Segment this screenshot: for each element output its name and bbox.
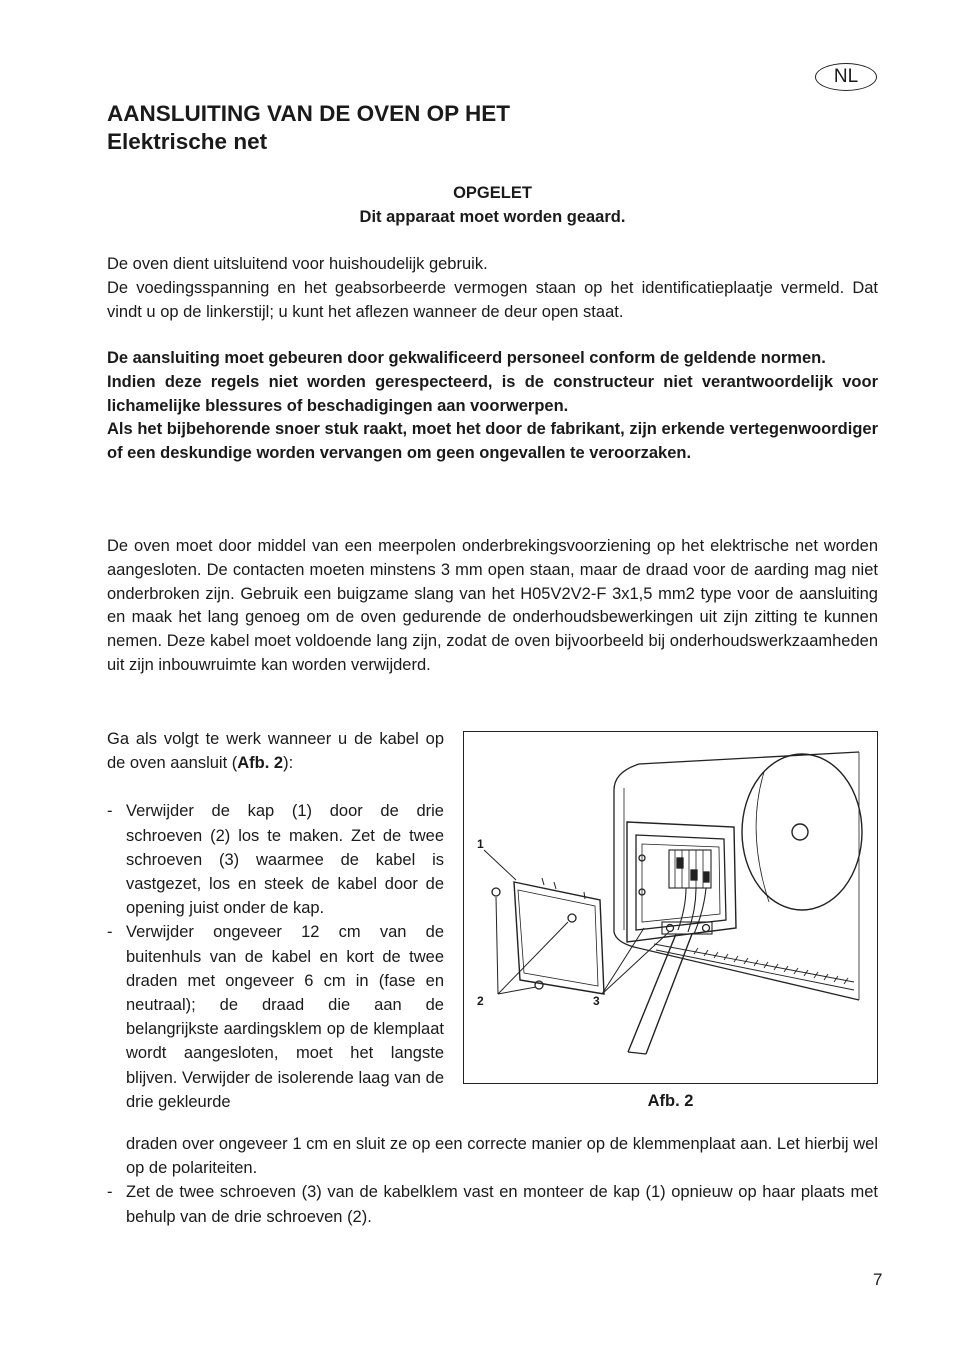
procedure-step-3 [107, 1180, 878, 1228]
step-2-text-part-1: Verwijder ongeveer 12 cm van de buitenhuls van de kabel en kort de twee draden met ongeveer 6 cm in (fase en neutraal); de draad die aan de belangrijkste aardingsklem op de klemplaat wordt aangesloten, moet het langste blijven. Verwijder de isolerende laag van de drie gekleurde [126, 923, 444, 1111]
title-line-2: Elektrische net [107, 129, 268, 154]
bullet-dash: - [107, 1183, 113, 1202]
procedure-intro-end: ): [283, 754, 294, 773]
procedure-step-2-continued [107, 1132, 878, 1180]
step-3-text: Zet de twee schroeven (3) van de kabelklem vast en monteer de kap (1) opnieuw op haar plaats met behulp van de drie schroeven (2). [126, 1183, 878, 1226]
procedure-step-1 [107, 799, 444, 920]
warning-paragraph-1: De aansluiting moet gebeuren door gekwalificeerd personeel conform de geldende normen. [107, 349, 826, 367]
notice-text: Dit apparaat moet worden geaard. [359, 208, 626, 226]
oven-connection-drawing [464, 732, 877, 1083]
figure-label-1: 1 [477, 837, 484, 851]
intro-line-2: De voedingsspanning en het geabsorbeerde vermogen staan op het identificatieplaatje vermeld. Dat vindt u op de linkerstijl; u kunt het aflezen wanneer de deur open staat. [107, 278, 878, 321]
intro-paragraph [107, 253, 878, 324]
figure-label-2: 2 [477, 994, 484, 1008]
procedure-continuation [107, 1132, 878, 1229]
warning-notice [107, 181, 878, 229]
procedure-intro [107, 727, 444, 775]
connection-text: De oven moet door middel van een meerpolen onderbrekingsvoorziening op het elektrische net worden aangesloten. De contacten moeten minstens 3 mm open staan, maar de draad voor de aarding mag niet onderbroken zijn. Gebruik een buigzame slang van het H05V2V2-F 3x1,5 mm2 type voor de aansluiting en maak het lang genoeg om de oven gedurende de onderhoudsbewerkingen uit zijn zitting te kunnen nemen. Deze kabel moet voldoende lang zijn, zodat de oven bijvoorbeeld bij onderhoudswerkzaamheden uit zijn inbouwruimte kan worden verwijderd. [107, 537, 878, 674]
connection-paragraph [107, 535, 878, 678]
figure-reference: Afb. 2 [237, 754, 284, 773]
language-badge: NL [815, 63, 877, 91]
procedure-step-2 [107, 920, 444, 1114]
intro-line-1: De oven dient uitsluitend voor huishoudelijk gebruik. [107, 255, 488, 273]
figure-oven-connection [463, 731, 878, 1084]
step-2-text-part-2: draden over ongeveer 1 cm en sluit ze op een correcte manier op de klemmenplaat aan. Let hierbij wel op de polariteiten. [126, 1135, 878, 1178]
page-number: 7 [873, 1270, 883, 1289]
bullet-dash: - [107, 923, 113, 942]
procedure-intro-text: Ga als volgt te werk wanneer u de kabel op de oven aansluit ( [107, 730, 444, 773]
bullet-dash: - [107, 802, 113, 821]
figure-caption: Afb. 2 [647, 1092, 694, 1110]
procedure-column [107, 727, 444, 1114]
page-title [107, 100, 510, 156]
warning-paragraph-3: Als het bijbehorende snoer stuk raakt, moet het door de fabrikant, zijn erkende vertegenwoordiger of een deskundige worden vervangen om geen ongevallen te veroorzaken. [107, 420, 878, 463]
warning-paragraph-2: Indien deze regels niet worden gerespecteerd, is de constructeur niet verantwoordelijk voor lichamelijke blessures of beschadigingen aan voorwerpen. [107, 372, 878, 415]
figure-label-3: 3 [593, 994, 600, 1008]
title-line-1: AANSLUITING VAN DE OVEN OP HET [107, 101, 510, 126]
safety-warning [107, 347, 878, 466]
step-1-text: Verwijder de kap (1) door de drie schroeven (2) los te maken. Zet de twee schroeven (3) waarmee de kabel is vastgezet, los en steek de kabel door de opening juist onder de kap. [126, 802, 444, 918]
notice-title: OPGELET [453, 184, 532, 202]
